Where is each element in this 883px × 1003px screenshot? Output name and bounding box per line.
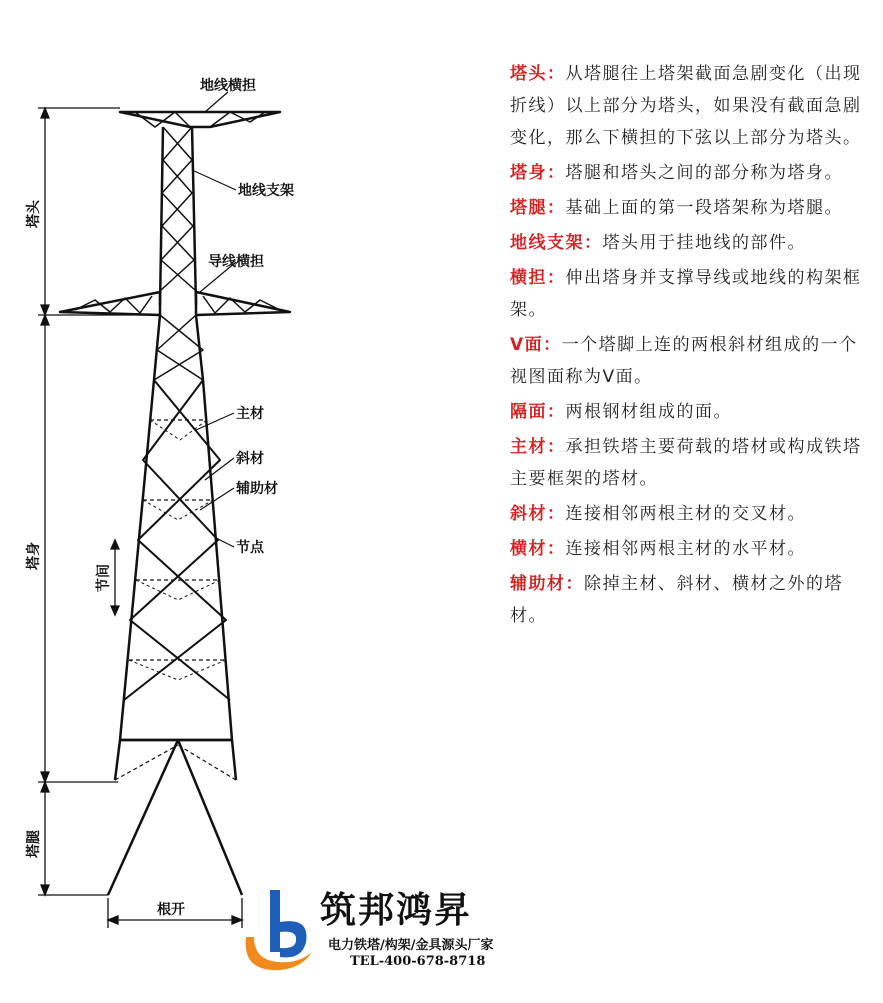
term-item bbox=[510, 431, 870, 495]
term-name: 主材： bbox=[510, 437, 566, 457]
term-item bbox=[510, 262, 870, 326]
label-diagonal-member: 斜材 bbox=[236, 451, 264, 467]
term-name: 塔身： bbox=[510, 163, 566, 183]
tower-diagram bbox=[0, 0, 330, 950]
term-desc: 连接相邻两根主材的交叉材。 bbox=[565, 504, 806, 524]
label-main-member: 主材 bbox=[236, 406, 264, 422]
brand-slogan: 电力铁塔/构架/金具源头厂家 bbox=[328, 938, 494, 953]
brand-name: 筑邦鸿昇 bbox=[320, 889, 473, 931]
label-tower-leg: 塔腿 bbox=[26, 830, 42, 858]
label-tower-body: 塔身 bbox=[26, 542, 42, 570]
term-desc: 一个塔脚上连的两根斜材组成的一个视图面称为V面。 bbox=[510, 335, 858, 387]
leader-lines bbox=[192, 92, 236, 547]
tower-structure bbox=[60, 112, 290, 895]
term-desc: 承担铁塔主要荷载的塔材或构成铁塔主要框架的塔材。 bbox=[510, 437, 862, 489]
term-desc: 从塔腿往上塔架截面急剧变化（出现折线）以上部分为塔头，如果没有截面急剧变化，那么下横担的下弦以上部分为塔头。 bbox=[510, 64, 862, 148]
term-desc: 基础上面的第一段塔架称为塔腿。 bbox=[565, 198, 843, 218]
term-desc: 塔头用于挂地线的部件。 bbox=[602, 233, 806, 253]
label-node: 节点 bbox=[236, 540, 264, 556]
term-name: 横担： bbox=[510, 268, 566, 288]
brand-tel: TEL-400-678-8718 bbox=[350, 954, 486, 969]
term-name: 隔面： bbox=[510, 402, 566, 422]
term-item bbox=[510, 192, 870, 224]
term-name: 辅助材： bbox=[510, 574, 584, 594]
label-tower-head: 塔头 bbox=[26, 200, 42, 228]
term-item bbox=[510, 498, 870, 530]
term-item bbox=[510, 157, 870, 189]
term-item bbox=[510, 58, 870, 154]
term-item bbox=[510, 396, 870, 428]
term-desc: 伸出塔身并支撑导线或地线的构架框架。 bbox=[510, 268, 862, 320]
brand-logo bbox=[240, 882, 540, 982]
term-item bbox=[510, 533, 870, 565]
label-auxiliary-member: 辅助材 bbox=[236, 481, 278, 497]
term-item bbox=[510, 227, 870, 259]
label-conductor-crossarm: 导线横担 bbox=[208, 254, 264, 270]
label-ground-crossarm: 地线横担 bbox=[200, 78, 256, 94]
term-name: 地线支架： bbox=[510, 233, 603, 253]
term-name: 塔头： bbox=[510, 64, 566, 84]
term-name: 塔腿： bbox=[510, 198, 566, 218]
label-ground-support: 地线支架 bbox=[238, 183, 294, 199]
term-item bbox=[510, 329, 870, 393]
term-item bbox=[510, 568, 870, 632]
label-panel: 节间 bbox=[96, 564, 112, 592]
term-name: 斜材： bbox=[510, 504, 566, 524]
term-name: V面： bbox=[510, 335, 562, 355]
term-desc: 除掉主材、斜材、横材之外的塔材。 bbox=[510, 574, 843, 626]
term-list bbox=[510, 58, 870, 635]
label-root-opening: 根开 bbox=[157, 902, 185, 918]
term-name: 横材： bbox=[510, 539, 566, 559]
term-desc: 两根钢材组成的面。 bbox=[565, 402, 732, 422]
term-desc: 塔腿和塔头之间的部分称为塔身。 bbox=[565, 163, 843, 183]
term-desc: 连接相邻两根主材的水平材。 bbox=[565, 539, 806, 559]
logo-mark-icon bbox=[240, 882, 318, 982]
